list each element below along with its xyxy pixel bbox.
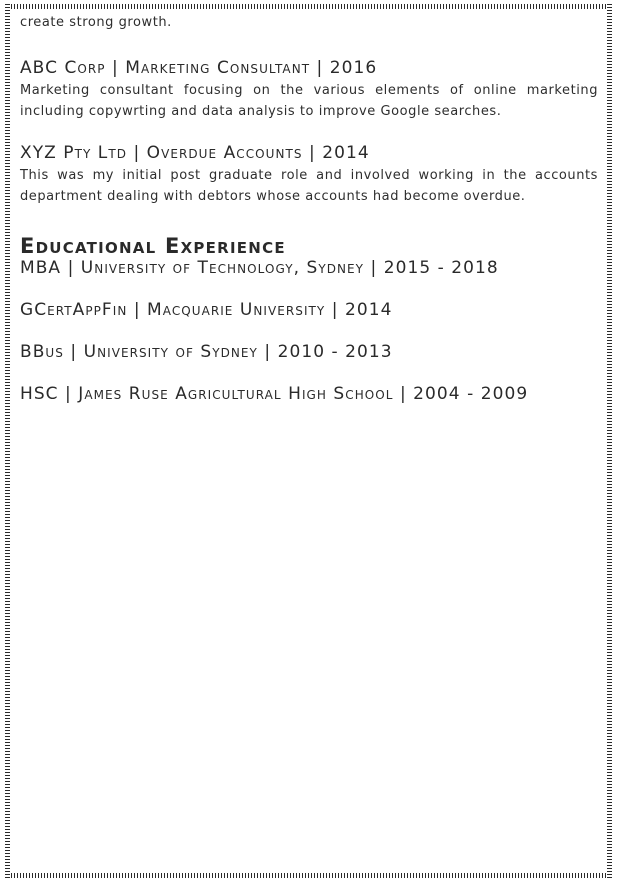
job-entry-abc-corp <box>20 57 598 122</box>
job-heading: ABC Corp | Marketing Consultant | 2016 <box>20 58 378 78</box>
border-top <box>5 4 612 9</box>
education-item-gcertappfin: GCertAppFin | Macquarie University | 2014 <box>20 300 393 320</box>
border-bottom <box>5 873 612 878</box>
border-left <box>5 4 10 878</box>
education-section-title: Educational Experience <box>20 234 286 258</box>
resume-content <box>20 12 598 425</box>
education-item-bbus: BBus | University of Sydney | 2010 - 2013 <box>20 342 393 362</box>
job-entry-xyz-pty-ltd <box>20 142 598 207</box>
education-item-mba: MBA | University of Technology, Sydney | 2015 - 2018 <box>20 258 499 278</box>
job-description: Marketing consultant focusing on the various elements of online marketing including copywrting and data analysis to improve Google searches. <box>20 83 598 119</box>
education-item-hsc: HSC | James Ruse Agricultural High School | 2004 - 2009 <box>20 384 529 404</box>
job-heading: XYZ Pty Ltd | Overdue Accounts | 2014 <box>20 143 370 163</box>
job-description: This was my initial post graduate role and involved working in the accounts department dealing with debtors whose accounts had become overdue. <box>20 168 598 204</box>
intro-paragraph-tail: create strong growth. <box>20 15 172 30</box>
border-right <box>607 4 612 878</box>
